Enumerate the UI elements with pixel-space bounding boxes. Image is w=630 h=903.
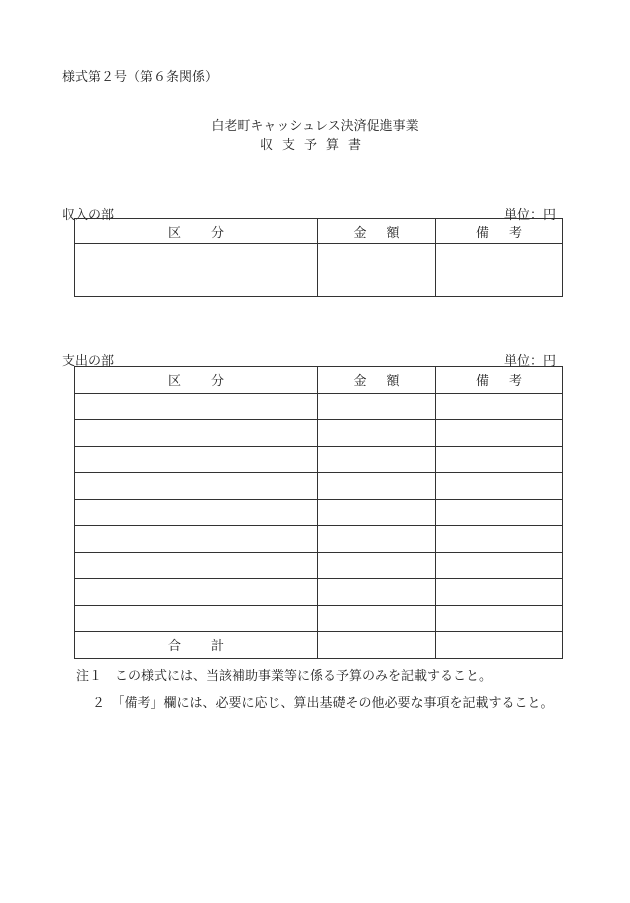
income-category-cell[interactable] bbox=[75, 244, 318, 297]
income-table bbox=[74, 218, 563, 297]
expense-amount-cell[interactable] bbox=[318, 473, 436, 500]
table-row bbox=[75, 499, 563, 526]
expense-unit-label: 単位：円 bbox=[503, 354, 556, 369]
expense-remarks-cell[interactable] bbox=[436, 526, 563, 553]
document-subtitle: 収支予算書 bbox=[259, 138, 370, 153]
total-remarks-cell[interactable] bbox=[436, 632, 563, 659]
income-unit-label: 単位：円 bbox=[503, 208, 556, 223]
total-label: 合計 bbox=[75, 632, 318, 659]
expense-remarks-cell[interactable] bbox=[436, 605, 563, 632]
expense-amount-cell[interactable] bbox=[318, 446, 436, 473]
table-row bbox=[75, 526, 563, 553]
expense-remarks-cell[interactable] bbox=[436, 579, 563, 606]
expense-category-cell[interactable] bbox=[75, 526, 318, 553]
expense-remarks-cell[interactable] bbox=[436, 473, 563, 500]
expense-remarks-cell[interactable] bbox=[436, 420, 563, 447]
expense-amount-cell[interactable] bbox=[318, 605, 436, 632]
expense-amount-cell[interactable] bbox=[318, 526, 436, 553]
expense-category-cell[interactable] bbox=[75, 446, 318, 473]
expense-category-cell[interactable] bbox=[75, 473, 318, 500]
header-category: 区分 bbox=[75, 367, 318, 394]
header-category: 区分 bbox=[75, 219, 318, 244]
note-2: ２ 「備考」欄には、必要に応じ、算出基礎その他必要な事項を記載すること。 bbox=[92, 696, 554, 711]
table-row bbox=[75, 244, 563, 297]
expense-amount-cell[interactable] bbox=[318, 420, 436, 447]
expense-category-cell[interactable] bbox=[75, 552, 318, 579]
header-remarks: 備考 bbox=[436, 367, 563, 394]
expense-amount-cell[interactable] bbox=[318, 393, 436, 420]
note-1: 注１ この様式には、当該補助事業等に係る予算のみを記載すること。 bbox=[76, 669, 493, 684]
total-row bbox=[75, 632, 563, 659]
expense-remarks-cell[interactable] bbox=[436, 446, 563, 473]
total-amount-cell[interactable] bbox=[318, 632, 436, 659]
expense-amount-cell[interactable] bbox=[318, 579, 436, 606]
header-remarks: 備考 bbox=[436, 219, 563, 244]
expense-remarks-cell[interactable] bbox=[436, 499, 563, 526]
income-remarks-cell[interactable] bbox=[436, 244, 563, 297]
expense-category-cell[interactable] bbox=[75, 420, 318, 447]
header-amount: 金額 bbox=[318, 219, 436, 244]
expense-section-heading: 支出の部 bbox=[62, 354, 115, 369]
expense-amount-cell[interactable] bbox=[318, 552, 436, 579]
expense-amount-cell[interactable] bbox=[318, 499, 436, 526]
expense-table bbox=[74, 366, 563, 659]
table-header-row bbox=[75, 367, 563, 394]
table-row bbox=[75, 605, 563, 632]
expense-category-cell[interactable] bbox=[75, 393, 318, 420]
document-title: 白老町キャッシュレス決済促進事業 bbox=[211, 119, 419, 134]
table-row bbox=[75, 473, 563, 500]
header-amount: 金額 bbox=[318, 367, 436, 394]
table-row bbox=[75, 552, 563, 579]
table-row bbox=[75, 579, 563, 606]
expense-remarks-cell[interactable] bbox=[436, 393, 563, 420]
table-row bbox=[75, 420, 563, 447]
table-row bbox=[75, 446, 563, 473]
form-number: 様式第２号（第６条関係） bbox=[62, 70, 219, 85]
expense-category-cell[interactable] bbox=[75, 605, 318, 632]
expense-category-cell[interactable] bbox=[75, 579, 318, 606]
expense-remarks-cell[interactable] bbox=[436, 552, 563, 579]
expense-category-cell[interactable] bbox=[75, 499, 318, 526]
income-section-heading: 収入の部 bbox=[62, 208, 115, 223]
table-header-row bbox=[75, 219, 563, 244]
income-amount-cell[interactable] bbox=[318, 244, 436, 297]
table-row bbox=[75, 393, 563, 420]
